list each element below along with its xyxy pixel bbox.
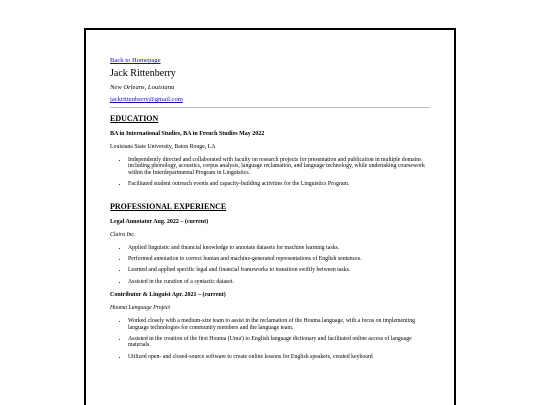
back-to-homepage-link[interactable]: Back to Homepage [110,57,161,64]
list-item: • Applied linguistic and financial knowledge to annotate datasets for machine learning tasks. [128,245,430,251]
job-organization: Houma Language Project [110,305,171,312]
list-item: • Utilized open- and closed-source software to create online lessons for English speakers, created keyboard [128,354,430,360]
job-bullets [110,318,430,360]
job-organization: Claira Inc. [110,231,136,238]
experience-heading: PROFESSIONAL EXPERIENCE [110,201,227,211]
education-bullets [110,157,430,188]
list-item: • Worked closely with a medium-size team to assist in the reclamation of the Houma language, with a focus on implementing language technologies for community members and the language team. [128,318,430,331]
list-item: • Learned and applied specific legal and financial frameworks to transition swiftly between tasks. [128,267,430,273]
education-heading: EDUCATION [110,114,159,123]
list-item: • Assisted in the creation of the first Houma (Uma') to English language dictionary and facilitated online access of language materials. [128,336,430,349]
location: New Orleans, Louisiana [110,84,175,91]
list-item: • Performed annotation to correct human and machine-generated representations of English sentences. [128,256,430,262]
resume-page [84,28,456,405]
degree-title: BA in International Studies, BA in French Studies May 2022 [110,131,265,137]
job-title: Contributor & Linguist Apr. 2021 – (current) [110,292,226,299]
list-item: • Assisted in the curation of a syntactic dataset. [128,279,430,285]
list-item: • Facilitated student outreach events and capacity-building activities for the Linguistics Program. [128,181,430,187]
job-title: Legal Annotator Aug. 2022 – (current) [110,218,209,225]
person-name: Jack Rittenberry [110,68,176,79]
resume-content [110,57,430,365]
school-name: Louisiana State University, Baton Rouge, LA [110,144,216,150]
header-divider [110,107,430,108]
list-item: • Independently directed and collaborated with faculty on research projects for presentation and publication in multiple domains including phonology, acoustics, corpus analysis, language reclamation, and language technology, while undertaking coursework within the Interdepartmental Program in Linguistics. [128,157,430,176]
email-link[interactable]: jackrittenberry@gmail.com [110,96,183,103]
job-bullets [110,245,430,286]
